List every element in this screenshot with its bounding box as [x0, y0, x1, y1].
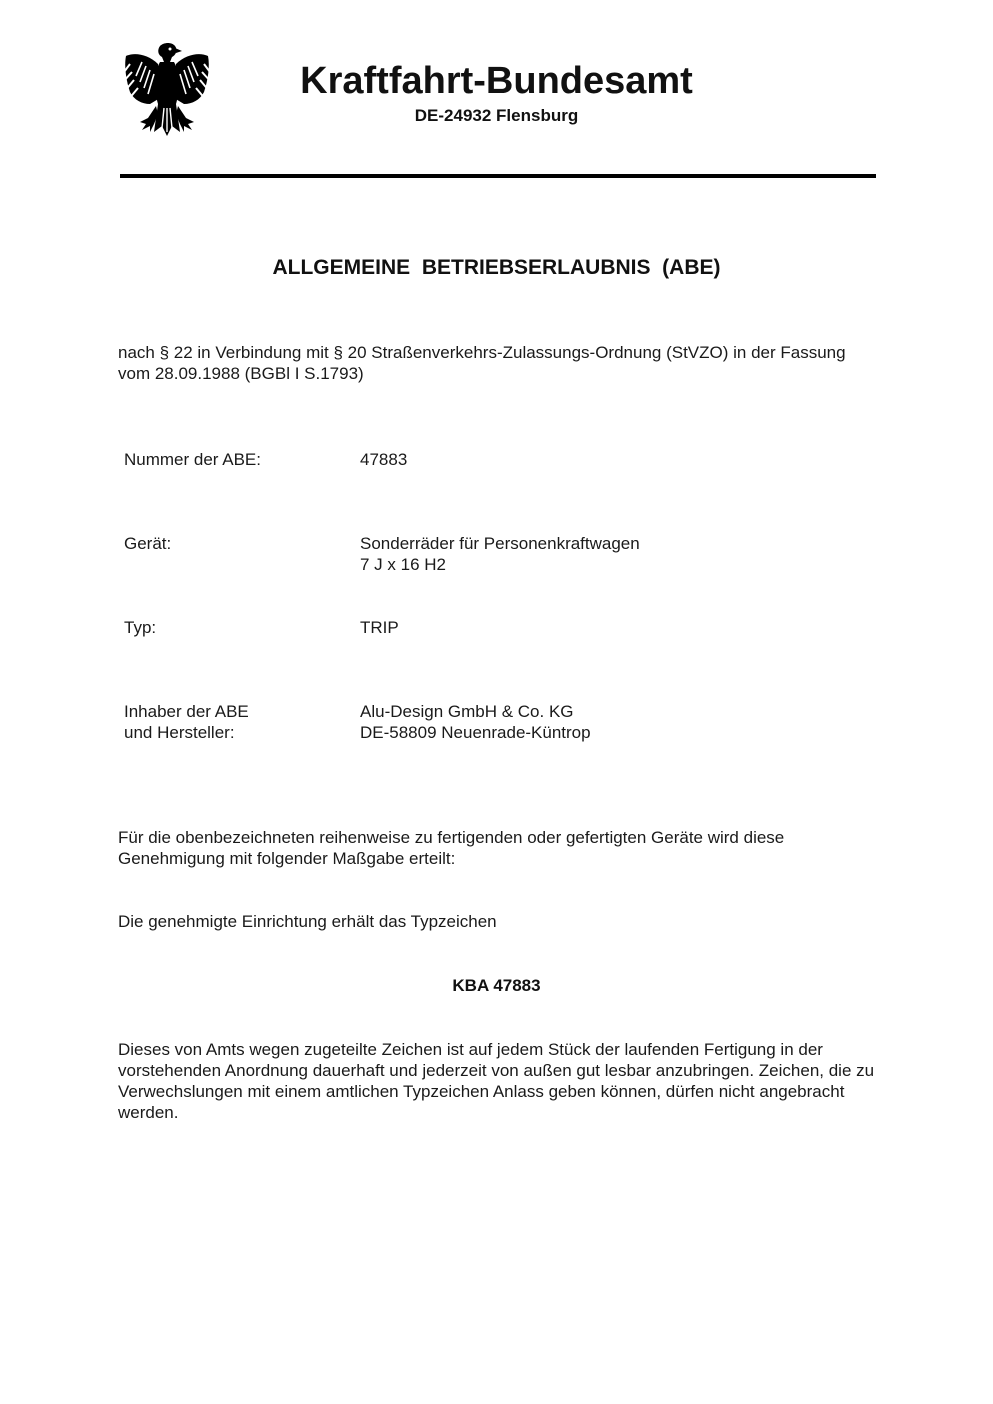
- device-value-line: 7 J x 16 H2: [360, 555, 446, 574]
- header-divider: [120, 174, 876, 178]
- authority-address: DE-24932 Flensburg: [414, 106, 579, 125]
- legal-basis-text: nach § 22 in Verbindung mit § 20 Straßenverkehrs-Zulassungs-Ordnung (StVZO) in der Fassung vom 28.09.1988 (BGBl I S.1793): [118, 343, 846, 383]
- holder-value: [360, 701, 880, 743]
- type-mark-intro: Die genehmigte Einrichtung erhält das Typzeichen: [118, 912, 497, 931]
- holder-value-line: DE-58809 Neuenrade-Küntrop: [360, 723, 591, 742]
- holder-value-line: Alu-Design GmbH & Co. KG: [360, 702, 574, 721]
- abe-number-label: Nummer der ABE:: [124, 450, 261, 469]
- holder-label: [124, 701, 344, 743]
- device-value: [360, 533, 880, 575]
- federal-eagle-icon: [120, 42, 214, 138]
- device-value-line: Sonderräder für Personenkraftwagen: [360, 534, 640, 553]
- type-value: TRIP: [360, 618, 399, 637]
- holder-label-line: und Hersteller:: [124, 723, 235, 742]
- abe-number-value: 47883: [360, 450, 408, 469]
- type-label: Typ:: [124, 618, 157, 637]
- holder-label-line: Inhaber der ABE: [124, 702, 249, 721]
- document-title: ALLGEMEINE BETRIEBSERLAUBNIS (ABE): [272, 256, 721, 279]
- authority-name: Kraftfahrt-Bundesamt: [300, 60, 693, 102]
- approval-text: Für die obenbezeichneten reihenweise zu fertigenden oder gefertigten Geräte wird diese Genehmigung mit folgender Maßgabe erteilt:: [118, 828, 785, 868]
- marking-instructions-text: Dieses von Amts wegen zugeteilte Zeichen ist auf jedem Stück der laufenden Fertigung in der vorstehenden Anordnung dauerhaft und jederzeit von außen gut lesbar anzubringen. Zeichen, die zu Verwechslungen mit einem amtlichen Typzeichen Anlass geben können, dürfen nicht angebracht werden.: [118, 1040, 875, 1122]
- device-label: Gerät:: [124, 534, 172, 553]
- type-mark: KBA 47883: [452, 976, 541, 995]
